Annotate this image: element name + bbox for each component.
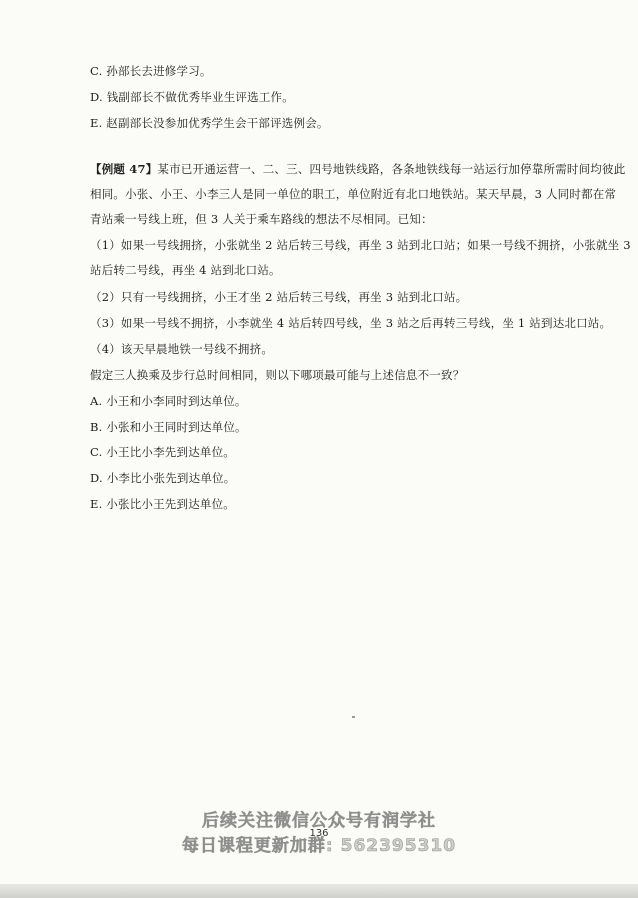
condition-1-line-1: （1）如果一号线拥挤，小张就坐 2 站后转三号线，再坐 3 站到北口站；如果一号线不拥挤，小张就坐 3 [90, 238, 631, 252]
answer-option-d: D. 小李比小张先到达单位。 [90, 471, 236, 485]
previous-option-c: C. 孙部长去进修学习。 [90, 64, 212, 78]
previous-option-e: E. 赵副部长没参加优秀学生会干部评选例会。 [90, 116, 329, 130]
question-stem-line-1 [90, 161, 625, 177]
question-stem-line-3: 青站乘一号线上班，但 3 人关于乘车路线的想法不尽相同。已知： [90, 212, 433, 226]
question-label: 【例题 47】 [90, 162, 158, 176]
question-stem-line-2: 相同。小张、小王、小李三人是同一单位的职工，单位附近有北口地铁站。某天早晨，3 人同时都在常 [90, 187, 617, 201]
condition-3: （3）如果一号线不拥挤，小李就坐 4 站后转四号线，坐 3 站之后再转三号线，坐 1 站到达北口站。 [90, 316, 612, 330]
watermark-line-1: 后续关注微信公众号有润学社 [202, 811, 436, 831]
scan-bottom-edge [0, 884, 638, 898]
question-ask: 假定三人换乘及步行总时间相同，则以下哪项最可能与上述信息不一致？ [90, 368, 465, 382]
watermark-line-2: 每日课程更新加群: 562395310 [181, 836, 457, 856]
scan-speck [352, 716, 355, 718]
previous-option-d: D. 钱副部长不做优秀毕业生评选工作。 [90, 90, 294, 104]
answer-option-a: A. 小王和小李同时到达单位。 [90, 394, 247, 408]
answer-option-e: E. 小张比小王先到达单位。 [90, 497, 236, 511]
condition-4: （4）该天早晨地铁一号线不拥挤。 [90, 342, 274, 356]
answer-option-b: B. 小张和小王同时到达单位。 [90, 420, 247, 434]
page-number: 136 [309, 828, 329, 839]
answer-option-c: C. 小王比小李先到达单位。 [90, 445, 235, 459]
question-stem-text: 某市已开通运营一、二、三、四号地铁线路，各条地铁线每一站运行加停靠所需时间均彼此 [157, 162, 626, 176]
condition-2: （2）只有一号线拥挤，小王才坐 2 站后转三号线，再坐 3 站到北口站。 [90, 290, 468, 304]
condition-1-line-2: 站后转二号线，再坐 4 站到北口站。 [90, 263, 281, 277]
